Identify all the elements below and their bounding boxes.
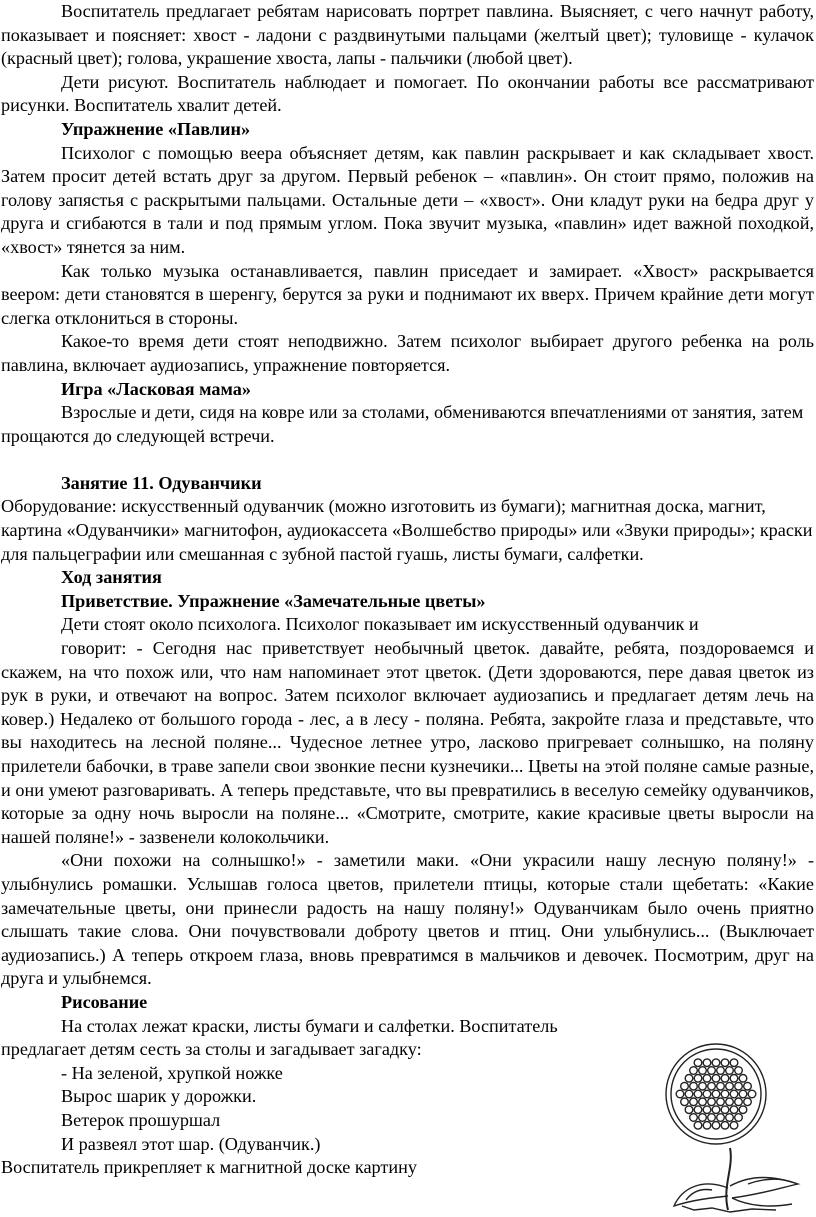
seed-cell xyxy=(735,1098,743,1106)
dandelion-illustration xyxy=(652,1038,812,1214)
seed-cell xyxy=(699,1098,707,1106)
seed-cell xyxy=(708,1114,716,1122)
seed-cell xyxy=(735,1082,743,1090)
riddle-line-4: И развеял этот шар. (Одуванчик.) xyxy=(61,1133,321,1154)
seed-cell xyxy=(717,1098,725,1106)
blank-line xyxy=(0,448,816,472)
seed-cell xyxy=(681,1082,689,1090)
paragraph-psychologist-story: говорит: - Сегодня нас приветствует необычный цветок. давайте, ребята, поздороваемся и скажем, на что похож или, что нам напоминает этот цветок. (Дети здороваются, пере давая цветок из рук в руки, и отвечают на вопрос. Затем психолог включает аудиозапись и предлагает детям лечь на ковер.) Недалеко от большого города - лес, а в лесу - поляна. Ребята, закройте глаза и представьте, что вы находитесь на лесной поляне... Чудесное летнее утро, ласково пригревает солнышко, на поляну прилетели бабочки, в траве запели свои звонкие песни кузнечики... Цветы на этой поляне самые разные, и они умеют разговаривать. А теперь представьте, что вы превратились в веселую семейку одуванчиков, которые за одну ночь выросли на поляне... «Смотрите, смотрите, какие красивые цветы выросли на нашей поляне!» - зазвенели колокольчики. xyxy=(1,638,814,847)
heading-gentle-mother-game: Игра «Ласковая мама» xyxy=(61,378,251,399)
seed-cell xyxy=(708,1098,716,1106)
heading-greeting-exercise: Приветствие. Упражнение «Замечательные цветы» xyxy=(61,590,486,611)
seed-head-cells xyxy=(676,1059,756,1129)
seed-cell xyxy=(721,1106,729,1114)
heading-drawing: Рисование xyxy=(61,991,148,1012)
paragraph-music-stops: Как только музыка останавливается, павлин приседает и замирает. «Хвост» раскрывается веером: дети становятся в шеренгу, берутся за руки и поднимают их вверх. Причем крайние дети могут слегка отклониться в стороны. xyxy=(1,260,814,328)
seed-cell xyxy=(712,1090,720,1098)
seed-cell xyxy=(744,1098,752,1106)
seed-cell xyxy=(726,1098,734,1106)
seed-cell xyxy=(685,1106,693,1114)
seed-cell xyxy=(703,1075,711,1083)
seed-cell xyxy=(730,1090,738,1098)
riddle-line-3: Ветерок прошуршал xyxy=(61,1109,221,1130)
seed-cell xyxy=(699,1067,707,1075)
paragraph-magnetic-board: Воспитатель прикрепляет к магнитной доске картину xyxy=(1,1157,417,1178)
seed-cell xyxy=(726,1082,734,1090)
seed-cell xyxy=(699,1114,707,1122)
seed-cell xyxy=(730,1106,738,1114)
paragraph-riddle-intro: На столах лежат краски, листы бумаги и салфетки. Воспитатель предлагает детям сесть за столы и загадывает загадку: xyxy=(1,1015,558,1060)
seed-cell xyxy=(739,1090,747,1098)
seed-cell xyxy=(717,1114,725,1122)
paragraph-equipment: Оборудование: искусственный одуванчик (можно изготовить из бумаги); магнитная доска, магнит, картина «Одуванчики» магнитофон, аудиокассета «Волшебство природы» или «Звуки природы»; краски для пальцеграфии или смешанная с зубной пастой гуашь, листы бумаги, салфетки. xyxy=(1,496,813,564)
seed-cell xyxy=(685,1090,693,1098)
riddle-line-1: - На зеленой, хрупкой ножке xyxy=(61,1062,283,1083)
paragraph-peacock-drawing: Воспитатель предлагает ребятам нарисовать портрет павлина. Выясняет, с чего начнут работу, показывает и поясняет: хвост - ладони с раздвинутыми пальцами (желтый цвет); туловище - кулачок (красный цвет); голова, украшение хвоста, лапы - пальчики (любой цвет). xyxy=(1,1,814,69)
seed-cell xyxy=(712,1059,720,1067)
seed-cell xyxy=(699,1082,707,1090)
seed-cell xyxy=(685,1075,693,1083)
seed-cell xyxy=(712,1122,720,1130)
seed-cell xyxy=(694,1090,702,1098)
seed-cell xyxy=(739,1106,747,1114)
seed-cell xyxy=(690,1098,698,1106)
seed-cell xyxy=(730,1059,738,1067)
seed-cell xyxy=(694,1106,702,1114)
seed-cell xyxy=(703,1090,711,1098)
seed-cell xyxy=(717,1067,725,1075)
heading-lesson-progress: Ход занятия xyxy=(61,567,162,588)
seed-cell xyxy=(748,1090,756,1098)
seed-cell xyxy=(690,1082,698,1090)
paragraph-flowers-talk: «Они похожи на солнышко!» - заметили маки. «Они украсили нашу лесную поляну!» - улыбнулись ромашки. Услышав голоса цветов, прилетели птицы, которые стали щебетать: «Какие замечательные цветы, они принесли радость на нашу поляну!» Одуванчикам было очень приятно слышать такие слова. Они почувствовали доброту цветов и птиц. Они улыбнулись... (Выключает аудиозапись.) А теперь откроем глаза, вновь превратимся в мальчиков и девочек. Посмотрим, друг на друга и улыбнемся. xyxy=(1,850,814,989)
seed-cell xyxy=(721,1059,729,1067)
seed-cell xyxy=(703,1106,711,1114)
seed-cell xyxy=(730,1075,738,1083)
seed-cell xyxy=(744,1082,752,1090)
seed-cell xyxy=(721,1090,729,1098)
seed-cell xyxy=(703,1122,711,1130)
seed-cell xyxy=(739,1075,747,1083)
seed-cell xyxy=(708,1082,716,1090)
seed-cell xyxy=(690,1067,698,1075)
seed-cell xyxy=(735,1114,743,1122)
seed-cell xyxy=(694,1075,702,1083)
seed-cell xyxy=(690,1114,698,1122)
heading-peacock-exercise: Упражнение «Павлин» xyxy=(61,118,251,139)
seed-cell xyxy=(712,1106,720,1114)
seed-cell xyxy=(726,1114,734,1122)
riddle-line-2: Вырос шарик у дорожки. xyxy=(61,1086,257,1107)
heading-lesson-11: Занятие 11. Одуванчики xyxy=(61,472,262,493)
seed-cell xyxy=(726,1067,734,1075)
paragraph-repeat-exercise: Какое-то время дети стоят неподвижно. Затем психолог выбирает другого ребенка на роль павлина, включает аудиозапись, упражнение повторяется. xyxy=(1,331,814,375)
seed-cell xyxy=(717,1082,725,1090)
paragraph-farewell: Взрослые и дети, сидя на ковре или за столами, обмениваются впечатлениями от занятия, затем прощаются до следующей встречи. xyxy=(1,402,804,446)
seed-cell xyxy=(694,1122,702,1130)
seed-cell xyxy=(681,1098,689,1106)
seed-cell xyxy=(708,1067,716,1075)
seed-cell xyxy=(730,1122,738,1130)
paragraph-peacock-instructions: Психолог с помощью веера объясняет детям, как павлин раскрывает и как складывает хвост. Затем просит детей встать друг за другом. Первый ребенок – «павлин». Он стоит прямо, положив на голову запястья с раскрытыми пальцами. Остальные дети – «хвост». Они кладут руки на бедра друг у друга и сгибаются в тали и под прямым углом. Пока звучит музыка, «павлин» идет важной походкой, «хвост» тянется за ним. xyxy=(1,142,814,257)
paragraph-children-draw: Дети рисуют. Воспитатель наблюдает и помогает. По окончании работы все рассматривают рисунки. Воспитатель хвалит детей. xyxy=(1,71,814,116)
seed-cell xyxy=(721,1075,729,1083)
seed-cell xyxy=(703,1059,711,1067)
paragraph-children-stand: Дети стоят около психолога. Психолог показывает им искусственный одуванчик и xyxy=(61,614,699,635)
seed-cell xyxy=(721,1122,729,1130)
seed-cell xyxy=(676,1090,684,1098)
seed-cell xyxy=(712,1075,720,1083)
seed-cell xyxy=(735,1067,743,1075)
seed-cell xyxy=(694,1059,702,1067)
